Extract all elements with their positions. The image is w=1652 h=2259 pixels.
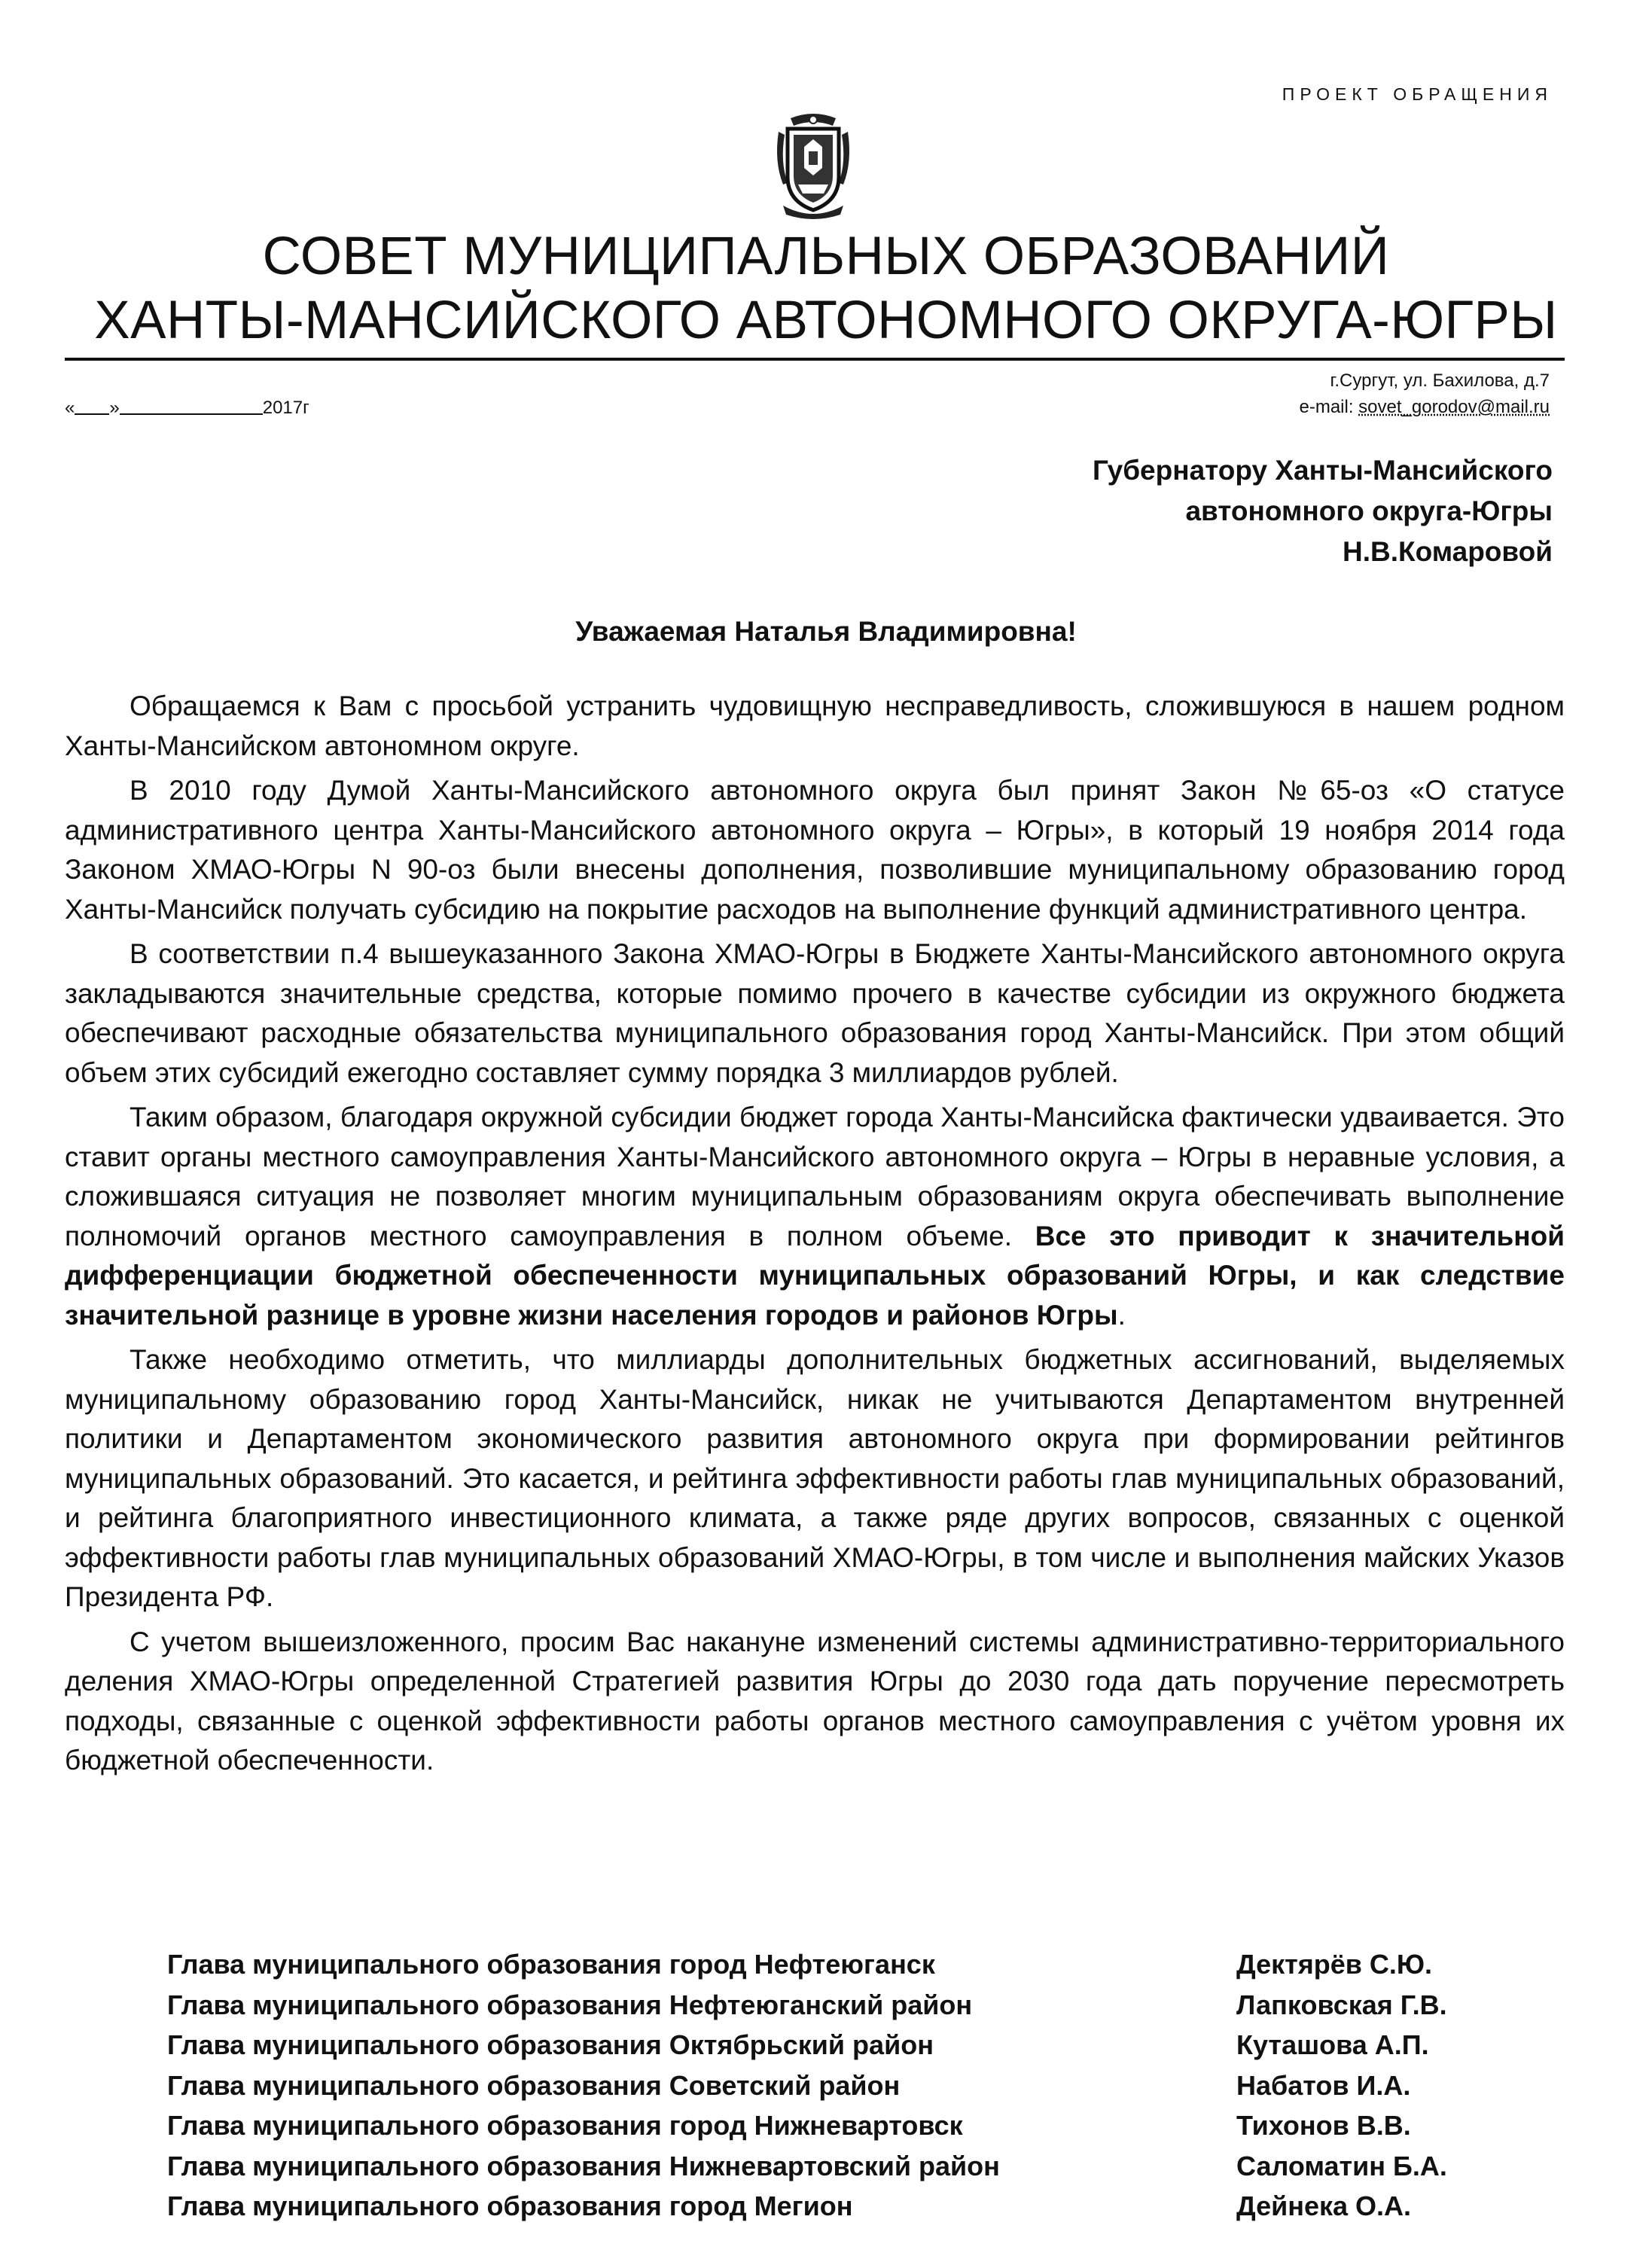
date-year: 2017г — [262, 398, 309, 418]
signatory-position: Глава муниципального образования город Нижневартовск — [167, 2110, 963, 2141]
email-link[interactable]: sovet_gorodov@mail.ru — [1358, 397, 1550, 417]
signatory-row — [167, 1985, 1553, 2026]
date-close-quote: » — [109, 398, 120, 418]
signatory-row — [167, 1944, 1553, 1985]
draft-label: ПРОЕКТ ОБРАЩЕНИЯ — [1282, 84, 1553, 104]
addressee-line1: Губернатору Ханты-Мансийского — [1093, 455, 1553, 486]
signatory-position: Глава муниципального образования Нефтеюганский район — [167, 1989, 973, 2020]
date-day-blank — [75, 397, 109, 415]
signatory-position: Глава муниципального образования Нижневартовский район — [167, 2150, 1000, 2181]
signatory-position: Глава муниципального образования город Мегион — [167, 2190, 853, 2221]
email-label: e-mail: — [1299, 397, 1359, 417]
paragraph-4 — [65, 1098, 1565, 1335]
paragraph-4-end: . — [1117, 1299, 1126, 1331]
signatory-row — [167, 2186, 1553, 2227]
addressee-line3: Н.В.Комаровой — [1343, 536, 1553, 567]
letter-date — [65, 397, 309, 419]
organization-email-line — [1299, 397, 1550, 418]
signatory-name: Дейнека О.А. — [1236, 2190, 1412, 2221]
paragraph-6: С учетом вышеизложенного, просим Вас накануне изменений системы административно-территориального деления ХМАО-Югры определенной Стратегией развития Югры до 2030 года дать поручение пересмотреть подходы, связанные с оценкой эффективности работы органов местного самоуправления с учётом уровня их бюджетной обеспеченности. — [65, 1626, 1565, 1776]
paragraph-5: Также необходимо отметить, что миллиарды дополнительных бюджетных ассигнований, выделяемых муниципальному образованию город Ханты-Мансийск, никак не учитываются Департаментом внутренней политики и Департаментом экономического развития автономного округа при формировании рейтингов муниципальных образований. Это касается, и рейтинга эффективности работы глав муниципальных образований, и рейтинга благоприятного инвестиционного климата, а также ряде других вопросов, связанных с оценкой эффективности работы глав муниципальных образований ХМАО-Югры, в том числе и выполнения майских Указов Президента РФ. — [65, 1344, 1565, 1612]
header-divider — [65, 358, 1565, 361]
letter-body — [65, 687, 1565, 1786]
organization-address: г.Сургут, ул. Бахилова, д.7 — [1330, 370, 1550, 391]
signatory-row — [167, 2025, 1553, 2065]
signatory-row — [167, 2146, 1553, 2187]
date-month-blank — [120, 397, 263, 415]
organization-title-line2: ХАНТЫ-МАНСИЙСКОГО АВТОНОМНОГО ОКРУГА-ЮГРЫ — [94, 291, 1558, 350]
signatory-position: Глава муниципального образования город Нефтеюганск — [167, 1949, 935, 1980]
greeting: Уважаемая Наталья Владимировна! — [575, 616, 1077, 647]
signatory-name: Набатов И.А. — [1236, 2069, 1411, 2101]
signatory-name: Дектярёв С.Ю. — [1236, 1949, 1433, 1980]
signatory-name: Саломатин Б.А. — [1236, 2150, 1447, 2181]
signatories-list — [167, 1944, 1553, 2227]
paragraph-4-text: Таким образом, благодаря окружной субсидии бюджет города Ханты-Мансийска фактически удваивается. Это ставит органы местного самоуправления Ханты-Мансийского автономного округа – Югры в неравные условия, а сложившаяся ситуация не позволяет многим муниципальным образованиям округа обеспечивать выполнение полномочий органов местного самоуправления в полном объеме. — [65, 1102, 1565, 1251]
organization-title-line1: СОВЕТ МУНИЦИПАЛЬНЫХ ОБРАЗОВАНИЙ — [262, 227, 1390, 286]
date-open-quote: « — [65, 398, 75, 418]
signatory-name: Лапковская Г.В. — [1236, 1989, 1447, 2020]
signatory-name: Тихонов В.В. — [1236, 2110, 1411, 2141]
signatory-position: Глава муниципального образования Октябрьский район — [167, 2029, 934, 2060]
paragraph-3: В соответствии п.4 вышеуказанного Закона ХМАО-Югры в Бюджете Ханты-Мансийского автономного округа закладываются значительные средства, которые помимо прочего в качестве субсидии из окружного бюджета обеспечивают расходные обязательства муниципального образования город Ханты-Мансийск. При этом общий объем этих субсидий ежегодно составляет сумму порядка 3 миллиардов рублей. — [65, 938, 1565, 1088]
paragraph-2: В 2010 году Думой Ханты-Мансийского автономного округа был принят Закон №65-оз «О статусе административного центра Ханты-Мансийского автономного округа – Югры», в который 19 ноября 2014 года Законом ХМАО-Югры N 90-оз были внесены дополнения, позволившие муниципальному образованию город Ханты-Мансийск получать субсидию на покрытие расходов на выполнение функций административного центра. — [65, 775, 1565, 925]
paragraph-1: Обращаемся к Вам с просьбой устранить чудовищную несправедливость, сложившуюся в нашем родном Ханты-Мансийском автономном округе. — [65, 691, 1565, 761]
signatory-row — [167, 2065, 1553, 2106]
signatory-name: Куташова А.П. — [1236, 2029, 1429, 2060]
coat-of-arms-icon — [768, 109, 858, 222]
signatory-row — [167, 2105, 1553, 2146]
addressee-line2: автономного округа-Югры — [1185, 495, 1553, 526]
signatory-position: Глава муниципального образования Советский район — [167, 2069, 901, 2101]
paragraph-4-emphasis: Все это приводит к значительной дифференциации бюджетной обеспеченности муниципальных образований Югры, и как следствие значительной разнице в уровне жизни населения городов и районов Югры — [65, 1220, 1565, 1331]
addressee-block — [1093, 450, 1553, 572]
